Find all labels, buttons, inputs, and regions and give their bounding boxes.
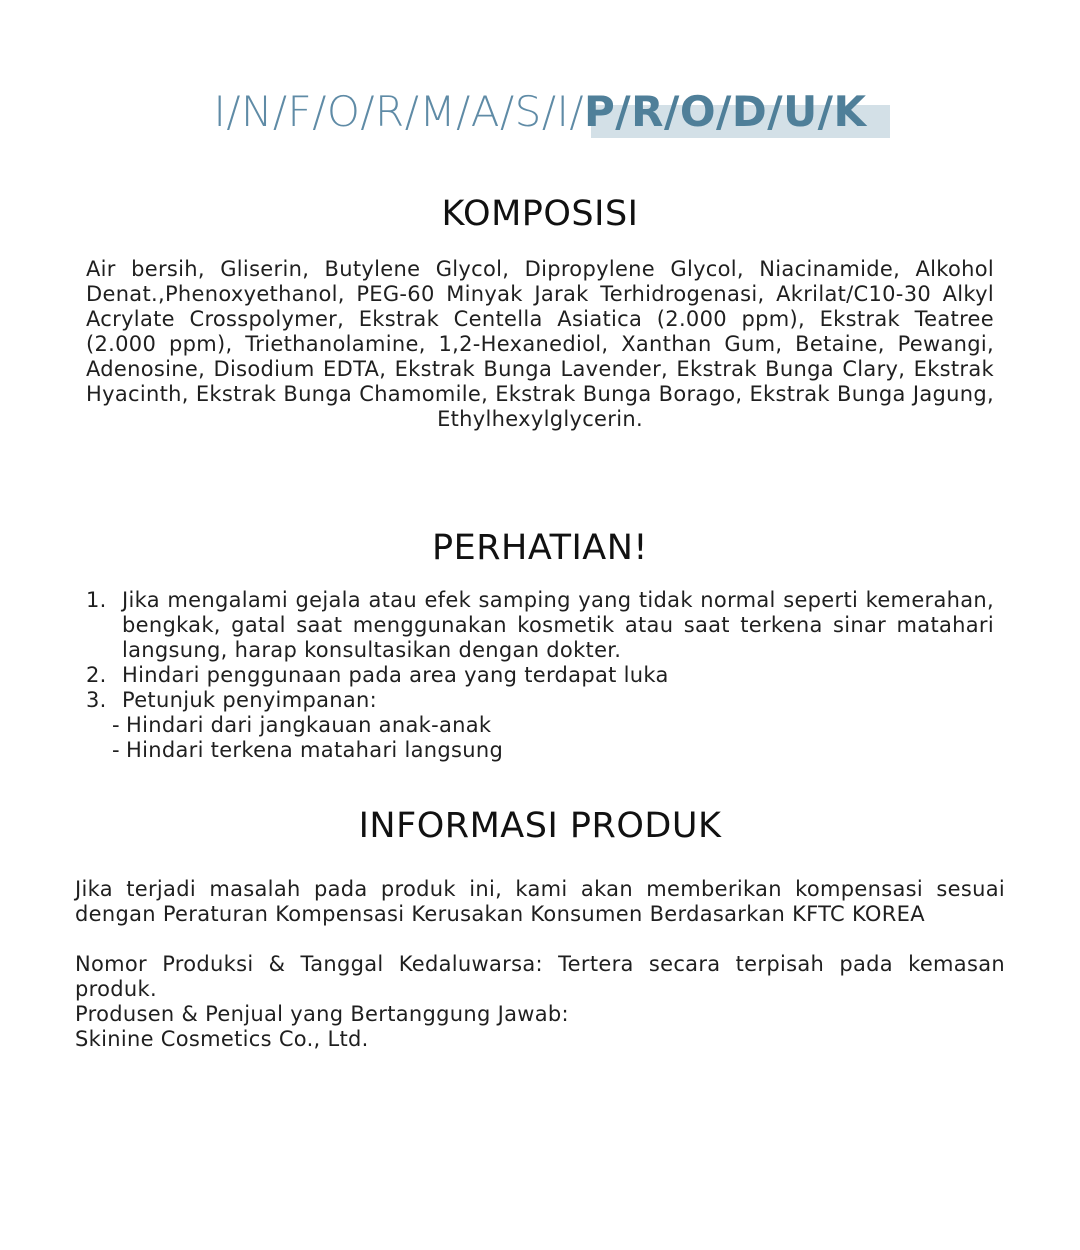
list-item-text: Hindari penggunaan pada area yang terdapat luka bbox=[122, 663, 669, 687]
sub-item-dash: - bbox=[112, 738, 120, 762]
list-item bbox=[86, 688, 994, 713]
informasi-paragraph-expiry: Nomor Produksi & Tanggal Kedaluwarsa: Tertera secara terpisah pada kemasan produk. bbox=[75, 952, 1005, 1001]
informasi-heading: INFORMASI PRODUK bbox=[358, 806, 722, 846]
list-item bbox=[86, 663, 994, 688]
perhatian-heading: PERHATIAN! bbox=[432, 528, 648, 568]
banner-title-light: I/N/F/O/R/M/A/S/I/ bbox=[213, 87, 585, 136]
list-item-number: 1. bbox=[86, 588, 107, 612]
sub-item-text: Hindari dari jangkauan anak-anak bbox=[126, 713, 492, 737]
list-item-number: 2. bbox=[86, 663, 107, 687]
storage-sub-item bbox=[86, 713, 994, 738]
komposisi-heading: KOMPOSISI bbox=[441, 194, 639, 234]
sub-item-dash: - bbox=[112, 713, 120, 737]
banner-title-bold: P/R/O/D/U/K bbox=[584, 87, 867, 136]
list-item-text: Jika mengalami gejala atau efek samping yang tidak normal seperti kemerahan, bengkak, gatal saat menggunakan kosmetik atau saat terkena sinar matahari langsung, harap konsultasikan dengan dokter. bbox=[122, 588, 994, 662]
list-item-text: Petunjuk penyimpanan: bbox=[122, 688, 378, 712]
informasi-producer-label: Produsen & Penjual yang Bertanggung Jawab: bbox=[75, 1002, 569, 1026]
informasi-paragraph-compensation: Jika terjadi masalah pada produk ini, kami akan memberikan kompensasi sesuai dengan Peraturan Kompensasi Kerusakan Konsumen Berdasarkan KFTC KOREA bbox=[75, 877, 1005, 926]
komposisi-text: Air bersih, Gliserin, Butylene Glycol, Dipropylene Glycol, Niacinamide, Alkohol Denat.,Phenoxyethanol, PEG-60 Minyak Jarak Terhidrogenasi, Akrilat/C10-30 Alkyl Acrylate Crosspolymer, Ekstrak Centella Asiatica (2.000 ppm), Ekstrak Teatree (2.000 ppm), Triethanolamine, 1,2-Hexanediol, Xanthan Gum, Betaine, Pewangi, Adenosine, Disodium EDTA, Ekstrak Bunga Lavender, Ekstrak Bunga Clary, Ekstrak Hyacinth, Ekstrak Bunga Chamomile, Ekstrak Bunga Borago, Ekstrak Bunga Jagung, Ethylhexylglycerin. bbox=[86, 257, 994, 431]
informasi-producer-name: Skinine Cosmetics Co., Ltd. bbox=[75, 1027, 369, 1051]
list-item bbox=[86, 588, 994, 663]
page-banner bbox=[0, 82, 1080, 142]
perhatian-list bbox=[86, 588, 994, 763]
banner-title bbox=[0, 84, 1080, 140]
sub-item-text: Hindari terkena matahari langsung bbox=[126, 738, 504, 762]
storage-sub-item bbox=[86, 738, 994, 763]
list-item-number: 3. bbox=[86, 688, 107, 712]
